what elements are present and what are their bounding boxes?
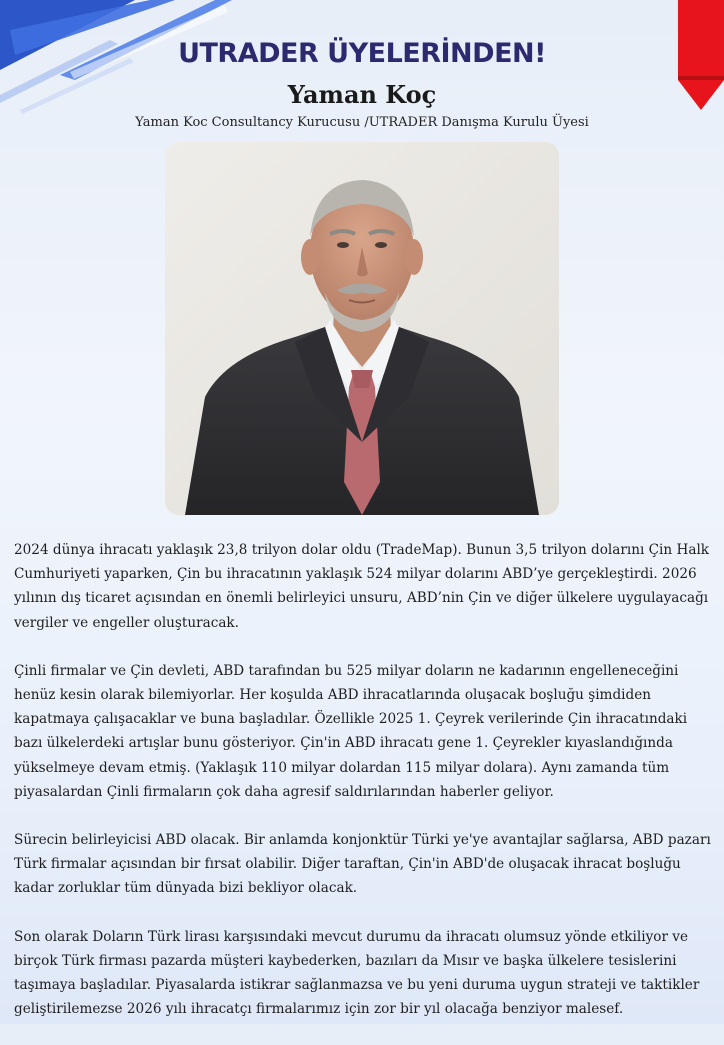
article-paragraph: 2024 dünya ihracatı yaklaşık 23,8 trilyon dolar oldu (TradeMap). Bunun 3,5 trilyon dolarını Çin Halk Cumhuriyeti yaparken, Çin bu ihracatının yaklaşık 524 milyar dolarını ABD’ye gerçekleştirdi. 2026 yılının dış ticaret açısından en önemli belirleyici unsuru, ABD’nin Çin ve diğer ülkelere uygulayacağı vergiler ve engeller oluşturacak. — [14, 542, 710, 631]
article-paragraph: Sürecin belirleyicisi ABD olacak. Bir anlamda konjonktür Türki ye'ye avantajlar sağlarsa, ABD pazarı Türk firmalar açısından bir fırsat olabilir. Diğer taraftan, Çin'in ABD'de oluşacak ihracat boşluğu kadar zorluklar tüm dünyada bizi bekliyor olacak. — [14, 832, 711, 897]
member-role: Yaman Koc Consultancy Kurucusu /UTRADER Danışma Kurulu Üyesi — [135, 115, 589, 130]
article-paragraph: Son olarak Doların Türk lirası karşısındaki mevcut durumu da ihracatı olumsuz yönde etkiliyor ve birçok Türk firması pazarda müşteri kaybederken, bazıları da Mısır ve başka ülkelere tesislerini taşımaya başladılar. Piyasalarda istikrar sağlanmazsa ve bu yeni duruma uygun strateji ve taktikler geliştirilemezse 2026 yılı ihracatçı firmalarımız için zor bir yıl olacağa benziyor malesef. — [14, 928, 700, 1018]
article-body — [14, 538, 714, 1045]
member-name: Yaman Koç — [287, 80, 437, 109]
article-paragraph: Çinli firmalar ve Çin devleti, ABD tarafından bu 525 milyar doların ne kadarının engelleneceğini henüz kesin olarak bilemiyorlar. Her koşulda ABD ihracatlarında oluşacak boşluğu şimdiden kapatmaya çalışacaklar ve buna başladılar. Özellikle 2025 1. Çeyrek verilerinde Çin ihracatındaki bazı ülkelerdeki artışlar bunu gösteriyor. Çin'in ABD ihracatı gene 1. Çeyrekler kıyaslandığında yükselmeye devam etmiş. (Yaklaşık 110 milyar dolardan 115 milyar dolara). Aynı zamanda tüm piyasalardan Çinli firmaların çok daha agresif saldırılarından haberler geliyor. — [14, 662, 688, 800]
portrait-photo — [165, 142, 559, 515]
brand-title: UTRADER ÜYELERİNDEN! — [178, 38, 546, 69]
